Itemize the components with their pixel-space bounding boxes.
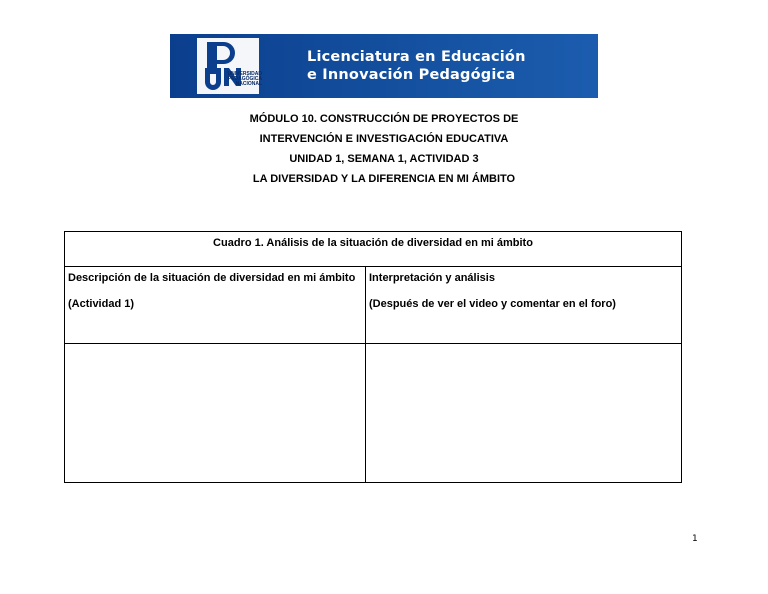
heading-line: UNIDAD 1, SEMANA 1, ACTIVIDAD 3 — [289, 153, 479, 165]
heading-line: INTERVENCIÓN E INVESTIGACIÓN EDUCATIVA — [259, 133, 509, 145]
logo-line: UNIVERSIDAD — [227, 71, 262, 77]
column-title: Interpretación y análisis — [369, 272, 495, 284]
logo-line: NACIONAL — [235, 81, 262, 87]
document-heading — [0, 109, 768, 189]
column-note: (Después de ver el video y comentar en el foro) — [369, 298, 616, 310]
header-banner — [170, 34, 598, 98]
column-title: Descripción de la situación de diversidad en mi ámbito — [68, 272, 356, 284]
page-number: 1 — [692, 534, 698, 544]
heading-line: MÓDULO 10. CONSTRUCCIÓN DE PROYECTOS DE — [249, 113, 519, 125]
column-note: (Actividad 1) — [68, 298, 135, 310]
analysis-table — [64, 231, 682, 483]
column-header-description — [65, 267, 366, 344]
program-title — [307, 48, 526, 84]
heading-line: LA DIVERSIDAD Y LA DIFERENCIA EN MI ÁMBITO — [252, 173, 516, 185]
program-title-line: Licenciatura en Educación — [307, 49, 526, 65]
program-title-line: e Innovación Pedagógica — [307, 67, 516, 83]
column-header-interpretation — [366, 267, 682, 344]
interpretation-answer-cell[interactable] — [366, 344, 682, 483]
table-caption-cell — [65, 232, 682, 267]
description-answer-cell[interactable] — [65, 344, 366, 483]
logo-line: PEDAGÓGICA — [227, 76, 262, 82]
table-caption: Cuadro 1. Análisis de la situación de diversidad en mi ámbito — [213, 237, 533, 249]
logo-caption — [202, 72, 262, 87]
